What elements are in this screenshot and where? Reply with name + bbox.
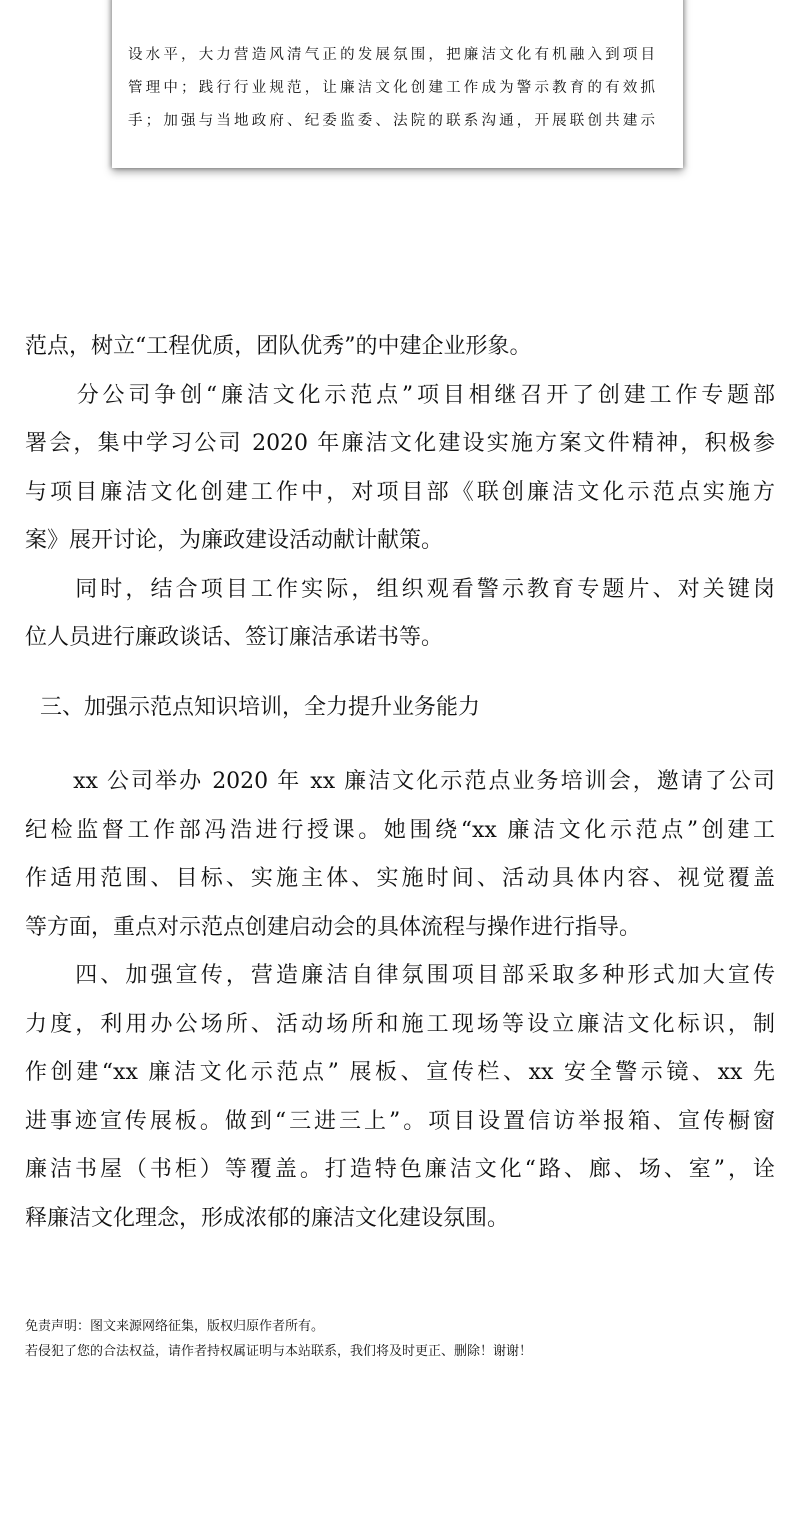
section-1-text	[25, 323, 775, 663]
disclaimer	[25, 1314, 532, 1364]
card-line: 手；加强与当地政府、纪委监委、法院的联系沟通，开展联创共建示	[128, 113, 655, 129]
paragraph-line: 四、加强宣传，营造廉洁自律氛围项目部采取多种形式加大宣传	[25, 963, 775, 988]
paragraph-line: 廉洁书屋（书柜）等覆盖。打造特色廉洁文化“路、廊、场、室”，诠	[25, 1157, 775, 1182]
paragraph-line: 等方面，重点对示范点创建启动会的具体流程与操作进行指导。	[25, 914, 642, 940]
paragraph-line: 释廉洁文化理念，形成浓郁的廉洁文化建设氛围。	[25, 1205, 510, 1231]
paragraph-line: 与项目廉洁文化创建工作中，对项目部《联创廉洁文化示范点实施方	[25, 479, 775, 505]
paragraph-line: 纪检监督工作部冯浩进行授课。她围绕“xx 廉洁文化示范点”创建工	[25, 817, 775, 843]
disclaimer-line-1: 免责声明：图文来源网络征集，版权归原作者所有。	[25, 1319, 325, 1334]
disclaimer-line-2: 若侵犯了您的合法权益，请作者持权属证明与本站联系，我们将及时更正、删除！谢谢！	[25, 1344, 533, 1359]
section-3-text	[25, 758, 775, 1243]
paragraph-line: 力度，利用办公场所、活动场所和施工现场等设立廉洁文化标识，制	[25, 1011, 775, 1037]
paragraph-line: 作创建“xx 廉洁文化示范点” 展板、宣传栏、xx 安全警示镜、xx 先	[25, 1060, 775, 1085]
paragraph-line: 位人员进行廉政谈话、签订廉洁承诺书等。	[25, 625, 444, 650]
section-heading-3: 三、加强示范点知识培训，全力提升业务能力	[40, 695, 481, 720]
paragraph-line: 分公司争创“廉洁文化示范点”项目相继召开了创建工作专题部	[25, 382, 775, 408]
paragraph-line: 范点，树立“工程优质，团队优秀”的中建企业形象。	[25, 334, 532, 359]
card-line: 设水平，大力营造风清气正的发展氛围，把廉洁文化有机融入到项目	[128, 47, 655, 63]
paragraph-line: 作适用范围、目标、实施主体、实施时间、活动具体内容、视觉覆盖	[25, 866, 775, 891]
paragraph-line: xx 公司举办 2020 年 xx 廉洁文化示范点业务培训会，邀请了公司	[25, 769, 775, 794]
document-preview-card	[112, 0, 683, 168]
card-line: 管理中；践行行业规范，让廉洁文化创建工作成为警示教育的有效抓	[128, 80, 655, 96]
paragraph-line: 进事迹宣传展板。做到“三进三上”。项目设置信访举报箱、宣传橱窗	[25, 1108, 775, 1134]
paragraph-line: 署会，集中学习公司 2020 年廉洁文化建设实施方案文件精神，积极参	[25, 431, 775, 456]
paragraph-line: 案》展开讨论，为廉政建设活动献计献策。	[25, 528, 444, 553]
card-text	[128, 39, 655, 138]
paragraph-line: 同时，结合项目工作实际，组织观看警示教育专题片、对关键岗	[25, 576, 775, 602]
